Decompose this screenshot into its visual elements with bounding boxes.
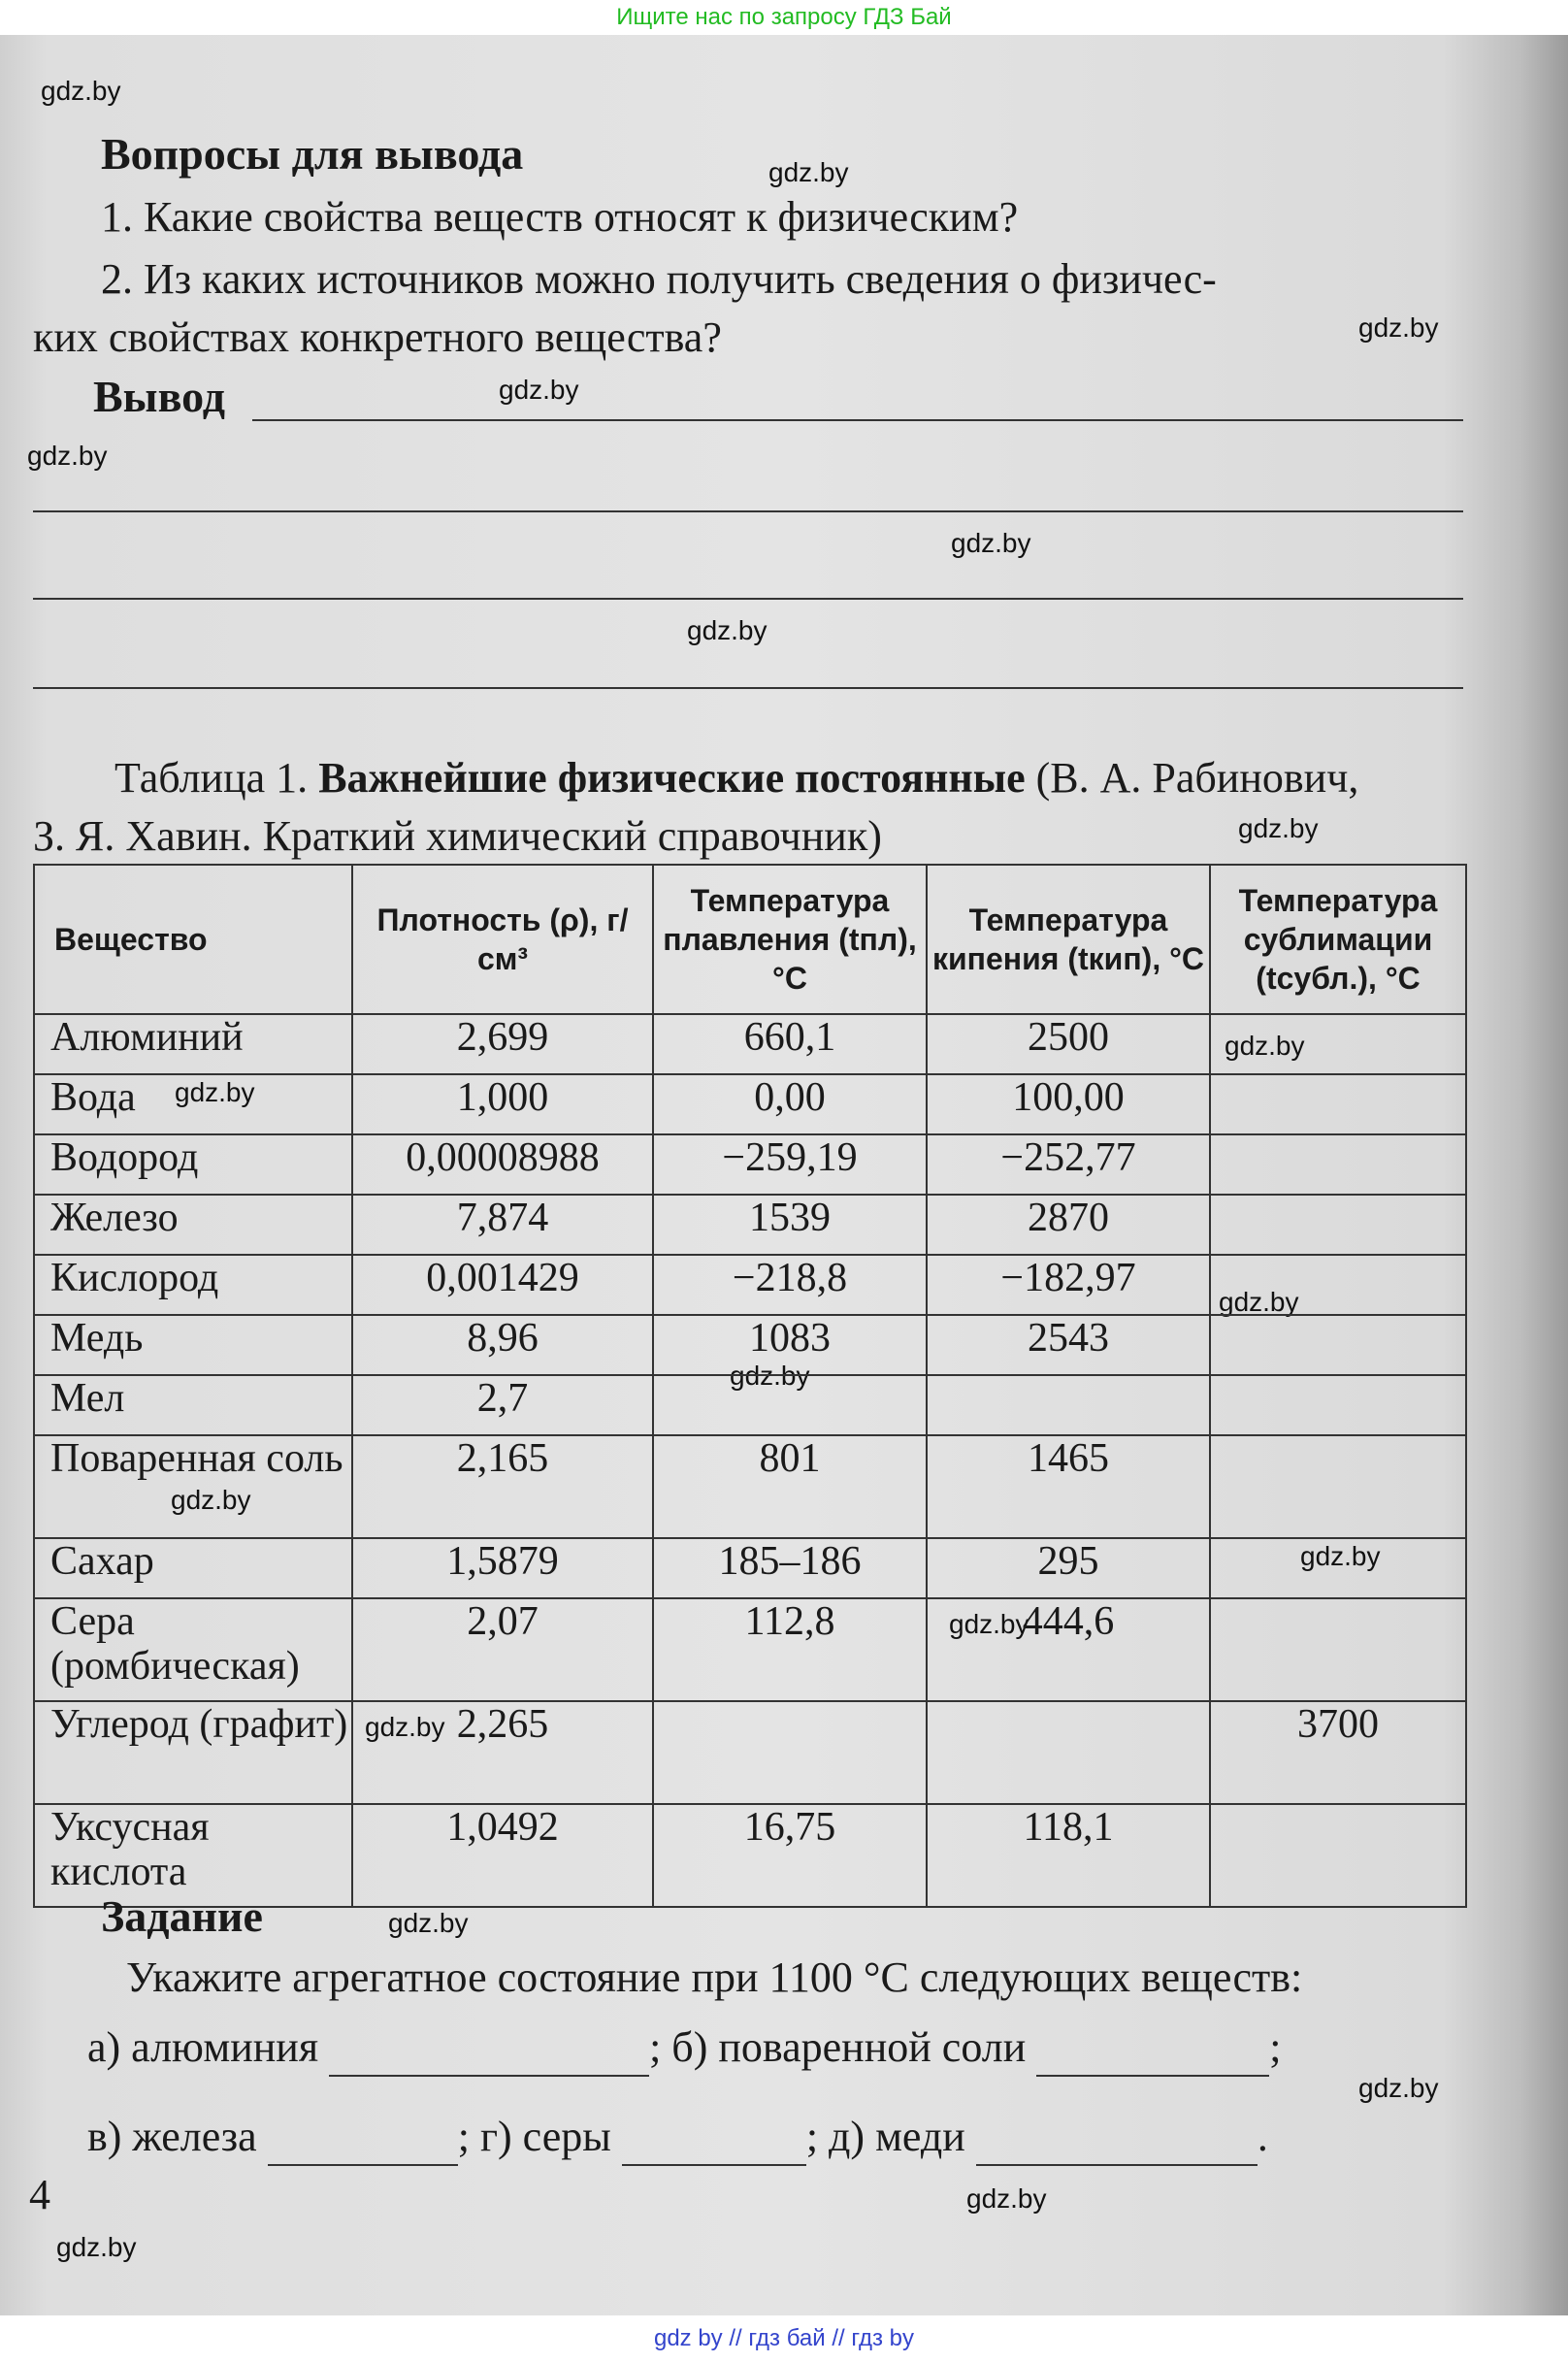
cell-sublimation xyxy=(1210,1315,1466,1375)
cell-name: Мел xyxy=(34,1375,352,1435)
cell-name: Сахар xyxy=(34,1538,352,1598)
answer-line[interactable] xyxy=(33,598,1463,600)
table-row xyxy=(34,1255,1466,1315)
cell-density: 2,699 xyxy=(352,1014,653,1074)
task-a-label: а) алюминия xyxy=(87,2023,319,2071)
cell-sublimation xyxy=(1210,1074,1466,1134)
answer-line[interactable] xyxy=(33,687,1463,689)
cell-sublimation: 3700 xyxy=(1210,1701,1466,1804)
bottom-banner[interactable]: gdz by // гдз бай // гдз by xyxy=(653,2325,915,2351)
cell-melting: −218,8 xyxy=(653,1255,927,1315)
cell-density: 8,96 xyxy=(352,1315,653,1375)
watermark: gdz.by xyxy=(768,157,849,187)
cell-boiling: 295 xyxy=(927,1538,1210,1598)
watermark: gdz.by xyxy=(365,1712,445,1742)
cell-sublimation xyxy=(1210,1014,1466,1074)
cell-density: 7,874 xyxy=(352,1195,653,1255)
cell-melting xyxy=(653,1375,927,1435)
table-row xyxy=(34,1701,1466,1804)
cell-name: Поваренная соль xyxy=(34,1435,352,1538)
page-number: 4 xyxy=(29,2171,50,2218)
cell-name: Сера (ромбическая) xyxy=(34,1598,352,1701)
cell-density: 2,07 xyxy=(352,1598,653,1701)
watermark: gdz.by xyxy=(966,2183,1047,2214)
cell-sublimation xyxy=(1210,1804,1466,1907)
table-header-row xyxy=(34,865,1466,1014)
physical-constants-table xyxy=(33,864,1467,1908)
task-g-label: ; г) серы xyxy=(457,2113,611,2160)
answer-blank-v[interactable] xyxy=(268,2125,458,2166)
cell-boiling: 100,00 xyxy=(927,1074,1210,1134)
cell-boiling xyxy=(927,1701,1210,1804)
cell-melting: 0,00 xyxy=(653,1074,927,1134)
watermark: gdz.by xyxy=(1238,813,1319,843)
watermark: gdz.by xyxy=(388,1908,469,1938)
task-b-label: ; б) поваренной соли xyxy=(649,2023,1027,2071)
answer-line[interactable] xyxy=(33,510,1463,512)
cell-density: 2,165 xyxy=(352,1435,653,1538)
cell-name: Железо xyxy=(34,1195,352,1255)
answer-blank-b[interactable] xyxy=(1036,2036,1269,2077)
cell-name: Водород xyxy=(34,1134,352,1195)
task-line-1-end: ; xyxy=(1269,2023,1282,2071)
watermark: gdz.by xyxy=(1219,1287,1299,1317)
cell-density: 0,001429 xyxy=(352,1255,653,1315)
top-banner[interactable]: Ищите нас по запросу ГДЗ Бай xyxy=(616,4,952,30)
header-substance: Вещество xyxy=(34,865,352,1014)
cell-name: Медь xyxy=(34,1315,352,1375)
answer-blank-d[interactable] xyxy=(976,2125,1258,2166)
cell-density: 0,00008988 xyxy=(352,1134,653,1195)
cell-sublimation xyxy=(1210,1134,1466,1195)
table-row xyxy=(34,1014,1466,1074)
cell-sublimation xyxy=(1210,1375,1466,1435)
cell-melting: 1083 xyxy=(653,1315,927,1375)
cell-name: Кислород xyxy=(34,1255,352,1315)
watermark: gdz.by xyxy=(171,1485,251,1515)
question-2-line-1: 2. Из каких источников можно получить сведения о физичес- xyxy=(101,255,1217,303)
caption-prefix: Таблица 1. xyxy=(114,754,319,802)
watermark: gdz.by xyxy=(1358,312,1439,343)
task-line-2-end: . xyxy=(1257,2113,1268,2160)
watermark: gdz.by xyxy=(1225,1031,1305,1061)
answer-blank-g[interactable] xyxy=(622,2125,806,2166)
question-2-line-2: ких свойствах конкретного вещества? xyxy=(33,313,722,361)
watermark: gdz.by xyxy=(56,2232,137,2262)
cell-melting: 16,75 xyxy=(653,1804,927,1907)
table-row xyxy=(34,1435,1466,1538)
cell-boiling: −182,97 xyxy=(927,1255,1210,1315)
cell-density: 1,5879 xyxy=(352,1538,653,1598)
table-row xyxy=(34,1134,1466,1195)
table-row xyxy=(34,1195,1466,1255)
table-row xyxy=(34,1375,1466,1435)
table-row xyxy=(34,1074,1466,1134)
cell-name: Уксусная кислота xyxy=(34,1804,352,1907)
watermark: gdz.by xyxy=(951,528,1031,558)
header-boiling: Температура кипения (tкип), °С xyxy=(927,865,1210,1014)
caption-title: Важнейшие физические постоянные xyxy=(318,754,1026,802)
cell-boiling: 444,6 xyxy=(927,1598,1210,1701)
cell-name: Алюминий xyxy=(34,1014,352,1074)
cell-boiling: 118,1 xyxy=(927,1804,1210,1907)
watermark: gdz.by xyxy=(1358,2073,1439,2103)
cell-melting: −259,19 xyxy=(653,1134,927,1195)
cell-density: 2,7 xyxy=(352,1375,653,1435)
cell-sublimation xyxy=(1210,1598,1466,1701)
watermark: gdz.by xyxy=(175,1077,255,1107)
watermark: gdz.by xyxy=(730,1361,810,1391)
cell-sublimation xyxy=(1210,1255,1466,1315)
table-caption-line-2: З. Я. Хавин. Краткий химический справочник) xyxy=(33,812,882,860)
table-caption xyxy=(114,749,1358,807)
watermark: gdz.by xyxy=(499,375,579,405)
cell-melting: 185–186 xyxy=(653,1538,927,1598)
watermark: gdz.by xyxy=(949,1609,1029,1639)
task-line-1 xyxy=(87,2018,1281,2077)
task-d-label: ; д) меди xyxy=(805,2113,965,2160)
cell-density: 2,265 xyxy=(352,1701,653,1804)
cell-density: 1,0492 xyxy=(352,1804,653,1907)
cell-melting: 1539 xyxy=(653,1195,927,1255)
cell-sublimation xyxy=(1210,1435,1466,1538)
questions-title: Вопросы для вывода xyxy=(101,129,524,179)
cell-boiling: −252,77 xyxy=(927,1134,1210,1195)
cell-boiling: 2870 xyxy=(927,1195,1210,1255)
header-density: Плотность (ρ), г/см³ xyxy=(352,865,653,1014)
header-sublimation: Температура сублимации (tсубл.), °С xyxy=(1210,865,1466,1014)
cell-boiling: 1465 xyxy=(927,1435,1210,1538)
cell-melting: 801 xyxy=(653,1435,927,1538)
cell-sublimation xyxy=(1210,1195,1466,1255)
cell-name: Вода xyxy=(34,1074,352,1134)
cell-density: 1,000 xyxy=(352,1074,653,1134)
cell-boiling xyxy=(927,1375,1210,1435)
cell-name: Углерод (графит) xyxy=(34,1701,352,1804)
task-prompt: Укажите агрегатное состояние при 1100 °С следующих веществ: xyxy=(126,1953,1303,2001)
watermark: gdz.by xyxy=(41,76,121,106)
conclusion-label: Вывод xyxy=(93,372,226,421)
table-row xyxy=(34,1598,1466,1701)
watermark: gdz.by xyxy=(1300,1541,1381,1571)
question-1: 1. Какие свойства веществ относят к физическим? xyxy=(101,193,1019,241)
answer-blank-a[interactable] xyxy=(329,2036,649,2077)
cell-sublimation xyxy=(1210,1538,1466,1598)
cell-boiling: 2500 xyxy=(927,1014,1210,1074)
header-melting: Температура плавления (tпл), °С xyxy=(653,865,927,1014)
task-v-label: в) железа xyxy=(87,2113,257,2160)
table-row xyxy=(34,1538,1466,1598)
task-line-2 xyxy=(87,2108,1268,2166)
task-title: Задание xyxy=(101,1891,263,1941)
textbook-page xyxy=(0,35,1568,2315)
watermark: gdz.by xyxy=(687,615,768,645)
watermark: gdz.by xyxy=(27,441,108,471)
answer-line[interactable] xyxy=(252,419,1463,421)
cell-melting: 660,1 xyxy=(653,1014,927,1074)
cell-melting xyxy=(653,1701,927,1804)
cell-melting: 112,8 xyxy=(653,1598,927,1701)
caption-source: (В. А. Рабинович, xyxy=(1025,754,1359,802)
table-row xyxy=(34,1315,1466,1375)
cell-boiling: 2543 xyxy=(927,1315,1210,1375)
